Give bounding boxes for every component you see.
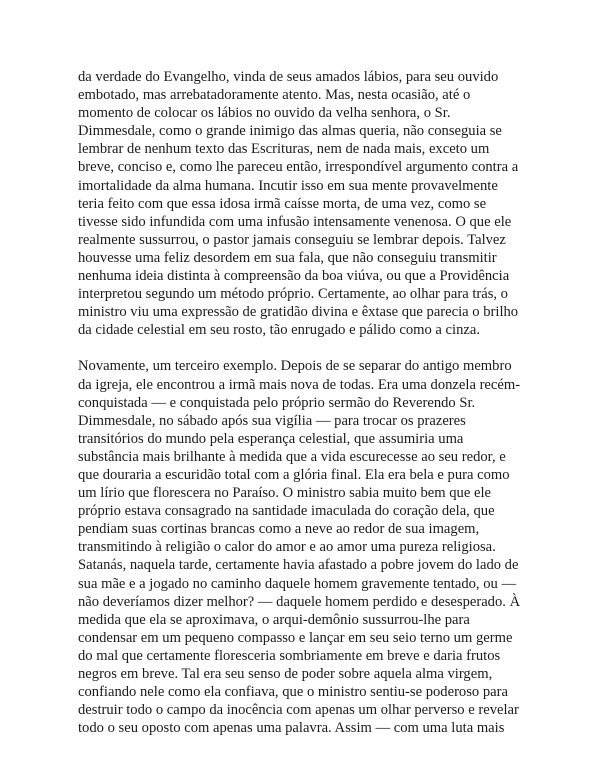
paragraph-2: Novamente, um terceiro exemplo. Depois de se separar do antigo membro da igreja, ele encontrou a irmã mais nova de todas. Era uma donzela recém-conquistada — e conquistada pelo próprio sermão do Reverendo Sr. Dimmesdale, no sábado após sua vigília — para trocar os prazeres transitórios do mundo pela esperança celestial, que assumiria uma substância mais brilhante à medida que a vida escurecesse ao seu redor, e que douraria a escuridão total com a glória final. Ela era bela e pura como um lírio que florescera no Paraíso. O ministro sabia muito bem que ele próprio estava consagrado na santidade imaculada do coração dela, que pendiam suas cortinas brancas como a neve ao redor de sua imagem, transmitindo à religião o calor do amor e ao amor uma pureza religiosa. Satanás, naquela tarde, certamente havia afastado a pobre jovem do lado de sua mãe e a jogado no caminho daquele homem gravemente tentado, ou — não deveríamos dizer melhor? — daquele homem perdido e desesperado. À medida que ela se aproximava, o arqui-demônio sussurrou-lhe para condensar em um pequeno compasso e lançar em seu seio terno um germe do mal que certamente floresceria sombriamente em breve e daria frutos negros em breve. Tal era seu senso de poder sobre aquela alma virgem, confiando nele como ela confiava, que o ministro sentiu-se poderoso para destruir todo o campo da inocência com apenas um olhar perverso e revelar todo o seu oposto com apenas uma palavra. Assim — com uma luta mais: [78, 358, 521, 737]
document-page: [78, 68, 523, 737]
paragraph-1: da verdade do Evangelho, vinda de seus amados lábios, para seu ouvido embotado, mas arrebatadoramente atento. Mas, nesta ocasião, até o momento de colocar os lábios no ouvido da velha senhora, o Sr. Dimmesdale, como o grande inimigo das almas queria, não conseguia se lembrar de nenhum texto das Escrituras, nem de nada mais, exceto um breve, conciso e, como lhe pareceu então, irrespondível argumento contra a imortalidade da alma humana. Incutir isso em sua mente provavelmente teria feito com que essa idosa irmã caísse morta, de uma vez, como se tivesse sido infundida com uma infusão intensamente venenosa. O que ele realmente sussurrou, o pastor jamais conseguiu se lembrar depois. Talvez houvesse uma feliz desordem em sua fala, que não conseguiu transmitir nenhuma ideia distinta à compreensão da boa viúva, ou que a Providência interpretou segundo um método próprio. Certamente, ao olhar para trás, o ministro viu uma expressão de gratidão divina e êxtase que parecia o brilho da cidade celestial em seu rosto, tão enrugado e pálido como a cinza.: [78, 69, 519, 339]
